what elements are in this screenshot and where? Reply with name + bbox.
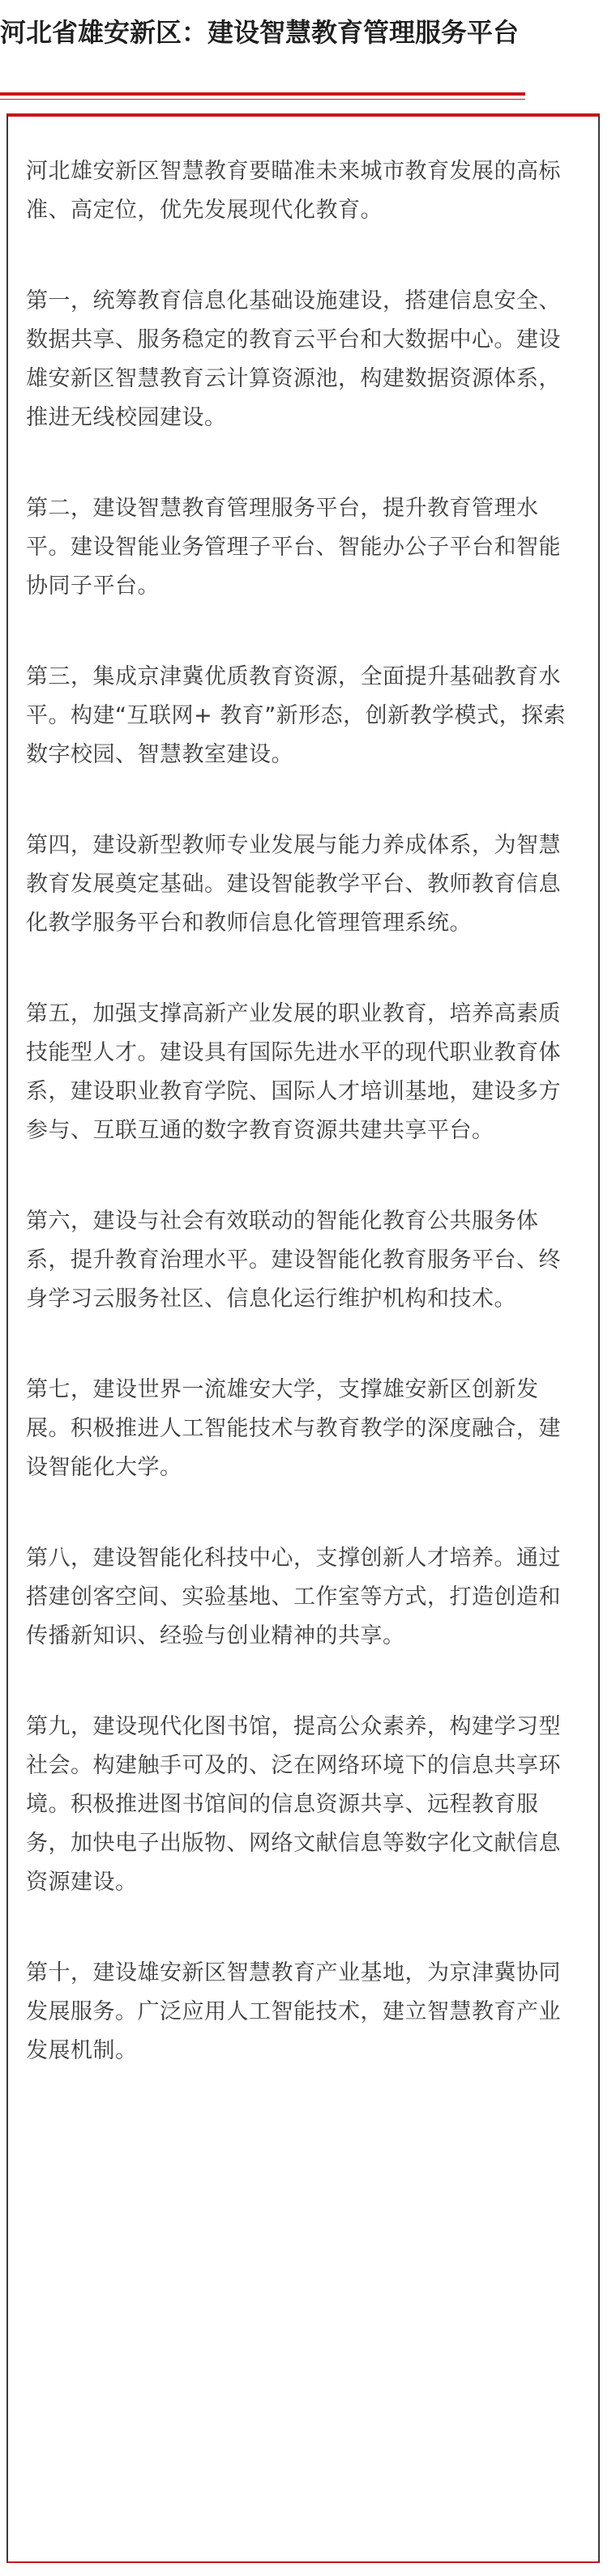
paragraph-4: 第四，建设新型教师专业发展与能力养成体系，为智慧教育发展奠定基础。建设智能教学平台、教师教育信息化教学服务平台和教师信息化管理管理系统。: [26, 833, 561, 936]
paragraph-6: 第六，建设与社会有效联动的智能化教育公共服务体系，提升教育治理水平。建设智能化教育服务平台、终身学习云服务社区、信息化运行维护机构和技术。: [26, 1209, 561, 1311]
title-underline-thick: [0, 92, 525, 96]
article-header: [0, 0, 616, 96]
title-underline-thin: [0, 99, 525, 100]
intro-paragraph: 河北雄安新区智慧教育要瞄准未来城市教育发展的高标准、高定位，优先发展现代化教育。: [26, 159, 561, 223]
paragraph-8: 第八，建设智能化科技中心，支撑创新人才培养。通过搭建创客空间、实验基地、工作室等方式，打造创造和传播新知识、经验与创业精神的共享。: [26, 1546, 561, 1648]
paragraph-10: 第十，建设雄安新区智慧教育产业基地，为京津冀协同发展服务。广泛应用人工智能技术，建立智慧教育产业发展机制。: [26, 1960, 561, 2063]
paragraph-3: 第三，集成京津冀优质教育资源，全面提升基础教育水平。构建“互联网+ 教育”新形态，创新教学模式，探索数字校园、智慧教室建设。: [26, 664, 567, 767]
paragraph-7: 第七，建设世界一流雄安大学，支撑雄安新区创新发展。积极推进人工智能技术与教育教学的深度融合，建设智能化大学。: [26, 1377, 561, 1480]
paragraph-5: 第五，加强支撑高新产业发展的职业教育，培养高素质技能型人才。建设具有国际先进水平的现代职业教育体系，建设职业教育学院、国际人才培训基地，建设多方参与、互联互通的数字教育资源共建共享平台。: [26, 1001, 561, 1143]
paragraph-2: 第二，建设智慧教育管理服务平台，提升教育管理水平。建设智能业务管理子平台、智能办公子平台和智能协同子平台。: [26, 496, 561, 599]
paragraph-9: 第九，建设现代化图书馆，提高公众素养，构建学习型社会。构建触手可及的、泛在网络环境下的信息共享环境。积极推进图书馆间的信息资源共享、远程教育服务，加快电子出版物、网络文献信息等数字化文献信息资源建设。: [26, 1714, 561, 1895]
article-title: 河北省雄安新区：建设智慧教育管理服务平台: [0, 17, 520, 48]
paragraph-1: 第一，统筹教育信息化基础设施建设，搭建信息安全、数据共享、服务稳定的教育云平台和大数据中心。建设雄安新区智慧教育云计算资源池，构建数据资源体系，推进无线校园建设。: [26, 288, 561, 430]
article-content-box: [6, 113, 600, 2563]
